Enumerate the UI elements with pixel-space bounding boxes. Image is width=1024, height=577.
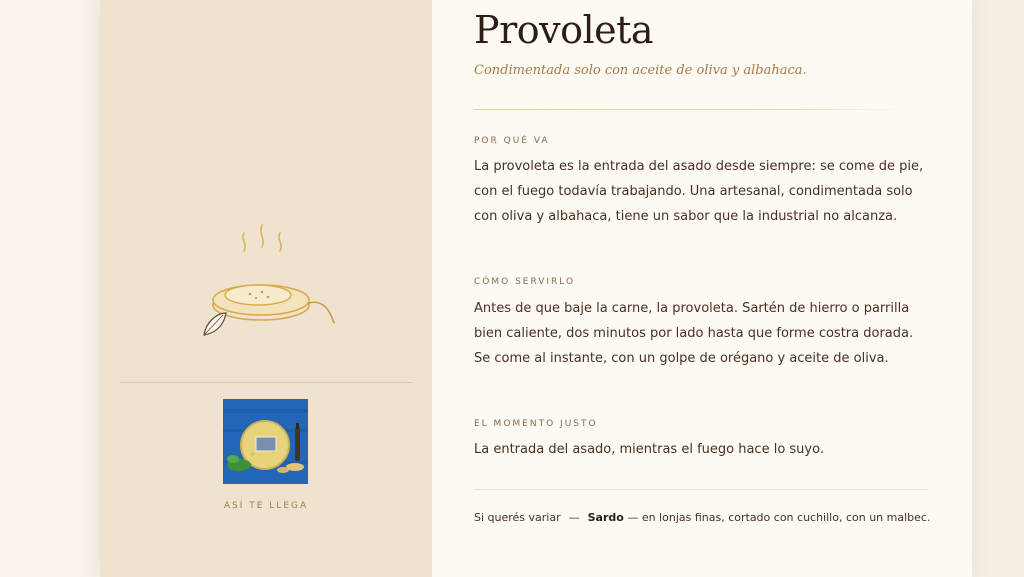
panel-divider [120, 382, 412, 383]
section-text-como-servirlo: Antes de que baje la carne, la provoleta. Sartén de hierro o parrilla bien caliente, dos minutos por lado hasta que forme costra dorada. Se come al instante, con un golpe de orégano y aceite de oliva. [474, 301, 914, 366]
section-label-por-que-va: POR QUÉ VA [474, 136, 550, 146]
variation-prefix: Si querés variar [474, 511, 561, 524]
page-background-left [0, 0, 100, 577]
provoleta-dish-icon [196, 215, 346, 345]
product-photo-thumbnail[interactable] [223, 399, 308, 484]
product-photo [223, 399, 308, 484]
product-detail-panel [432, 0, 972, 577]
section-label-momento-justo: EL MOMENTO JUSTO [474, 419, 598, 429]
section-label-como-servirlo: CÓMO SERVIRLO [474, 277, 576, 287]
section-text-momento-justo: La entrada del asado, mientras el fuego hace lo suyo. [474, 442, 824, 457]
product-title: Provoleta [474, 8, 654, 52]
delivery-caption: ASÍ TE LLEGA [223, 501, 309, 511]
product-subtitle: Condimentada solo con aceite de oliva y albahaca. [474, 63, 807, 78]
product-card [100, 0, 972, 577]
section-text-por-que-va: La provoleta es la entrada del asado desde siempre: se come de pie, con el fuego todavía trabajando. Una artesanal, condimentada solo con oliva y albahaca, tiene un sabor que la industrial no alcanza. [474, 159, 924, 224]
page-background-right [972, 0, 1024, 577]
variation-name: Sardo [587, 511, 624, 524]
variation-note [474, 506, 934, 530]
variation-dash: — [568, 511, 580, 524]
title-divider [474, 109, 908, 110]
variation-divider [474, 489, 928, 490]
variation-detail: — en lonjas finas, cortado con cuchillo, con un malbec. [627, 511, 931, 524]
illustration-panel [100, 0, 432, 577]
